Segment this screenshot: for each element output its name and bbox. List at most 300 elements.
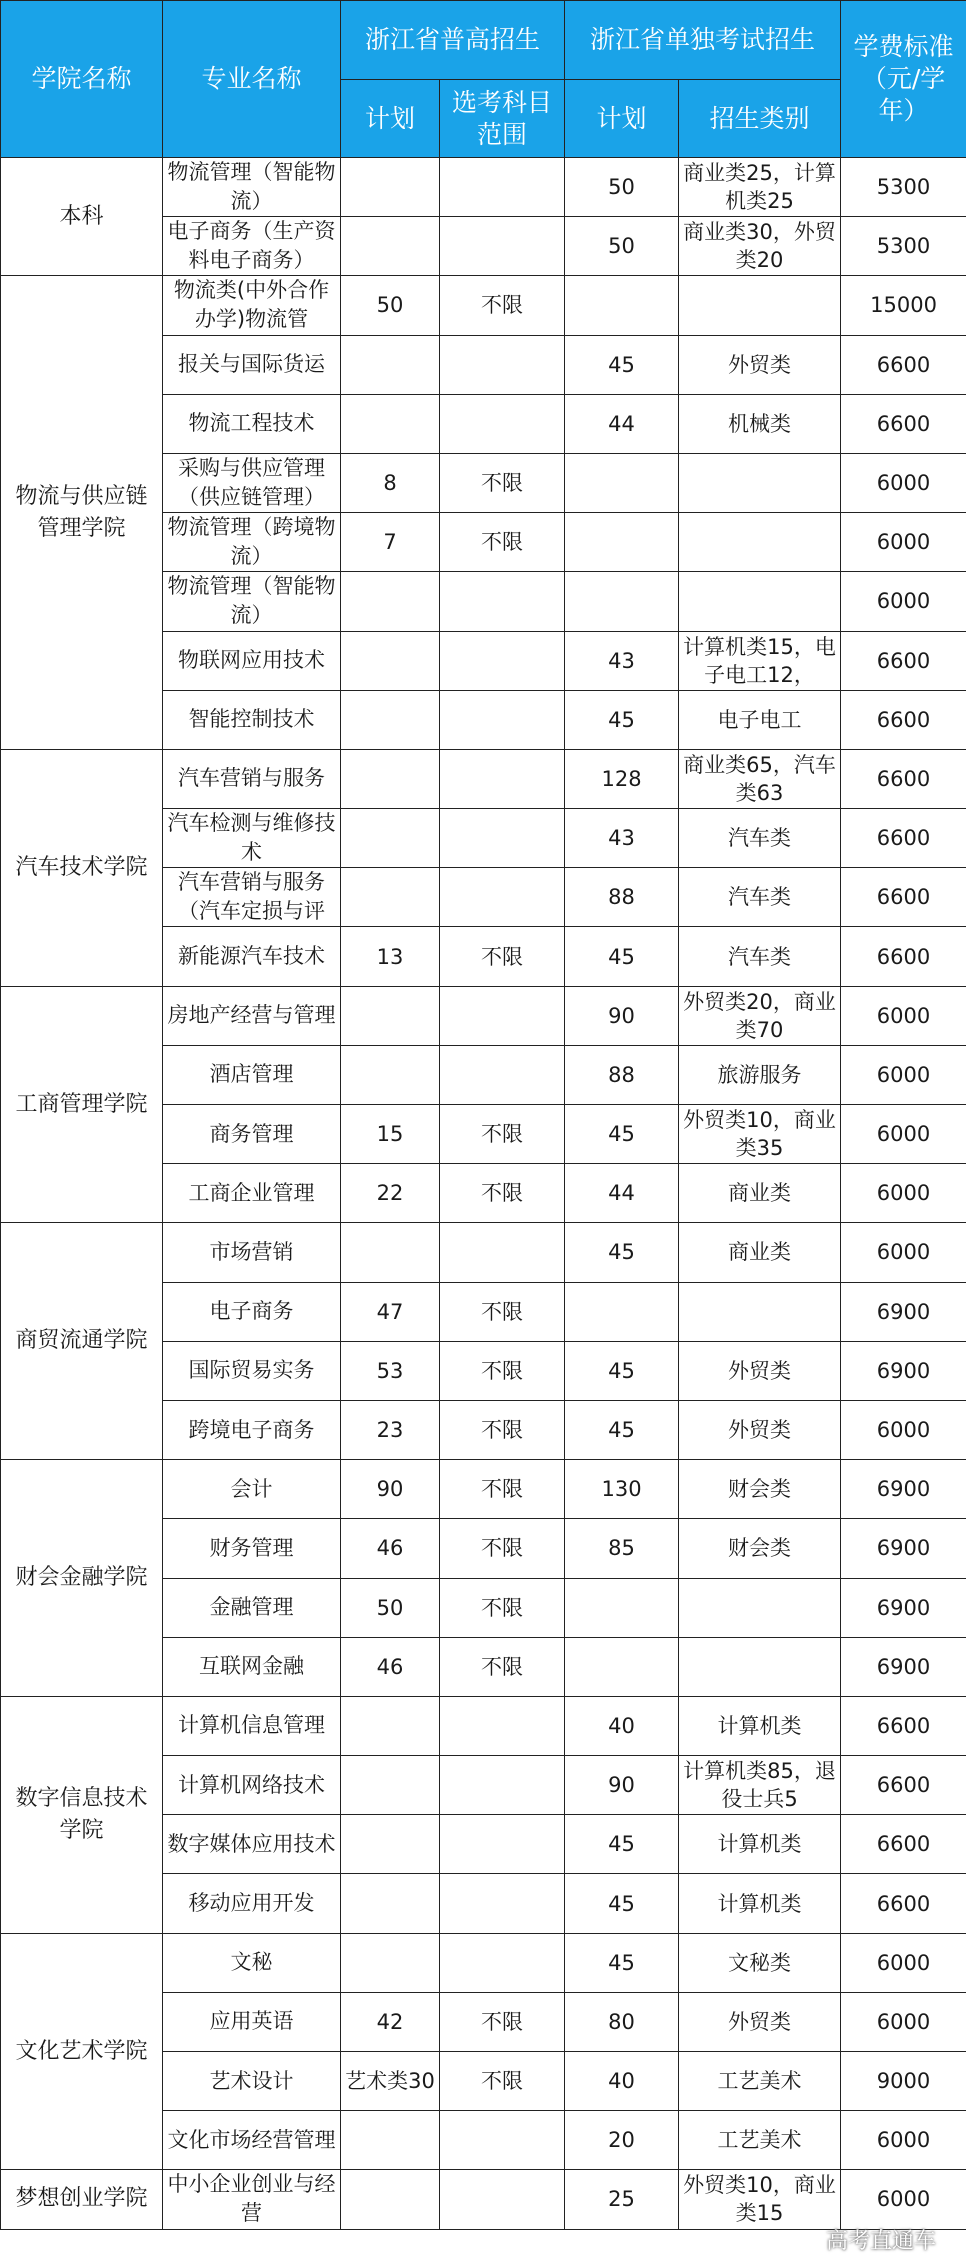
tuition-fee-cell-text: 6600 — [876, 1891, 931, 1916]
separate-plan-cell — [565, 1756, 679, 1815]
separate-plan-cell — [565, 1637, 679, 1696]
general-plan-cell — [341, 335, 440, 394]
separate-plan-cell-text: 45 — [608, 1950, 635, 1975]
general-subjects-cell — [440, 572, 565, 631]
major-name-cell-text: 报关与国际货运 — [178, 352, 325, 377]
general-plan-cell — [341, 1400, 440, 1459]
separate-category-cell — [679, 986, 841, 1045]
separate-category-cell-text: 外贸类 — [728, 1358, 792, 1383]
general-plan-cell — [341, 1282, 440, 1341]
header-general-subjects: 选考科目范围 — [440, 80, 565, 158]
general-plan-cell-text: 7 — [383, 530, 397, 555]
table-row — [1, 276, 966, 335]
separate-category-cell-text: 旅游服务 — [717, 1062, 802, 1087]
general-subjects-cell-text: 不限 — [481, 293, 523, 318]
major-name-cell — [163, 158, 341, 217]
major-name-cell-text: 中小企业创业与经营 — [167, 2172, 336, 2226]
tuition-fee-cell-text: 6000 — [876, 2009, 931, 2034]
major-name-cell-text: 文秘 — [230, 1950, 273, 1975]
general-plan-cell — [341, 453, 440, 512]
general-plan-cell — [341, 1341, 440, 1400]
general-plan-cell — [341, 1519, 440, 1578]
general-plan-cell — [341, 868, 440, 927]
separate-plan-cell-text: 40 — [608, 2069, 635, 2094]
major-name-cell-text: 金融管理 — [209, 1595, 294, 1620]
tuition-fee-cell — [841, 217, 966, 276]
general-plan-cell — [341, 927, 440, 986]
general-subjects-cell — [440, 749, 565, 808]
general-plan-cell — [341, 1756, 440, 1815]
general-plan-cell-text: 15 — [376, 1122, 404, 1147]
tuition-fee-cell-text: 6000 — [876, 530, 931, 555]
tuition-fee-cell-text: 6000 — [876, 1240, 931, 1265]
separate-category-cell-text: 汽车类 — [728, 944, 792, 969]
tuition-fee-cell — [841, 631, 966, 690]
separate-plan-cell — [565, 394, 679, 453]
major-name-cell — [163, 1105, 341, 1164]
separate-plan-cell — [565, 276, 679, 335]
general-plan-cell — [341, 394, 440, 453]
tuition-fee-cell-text: 5300 — [876, 175, 931, 200]
general-subjects-cell — [440, 1578, 565, 1637]
general-plan-cell — [341, 749, 440, 808]
general-subjects-cell-text: 不限 — [481, 1654, 523, 1679]
major-name-cell-text: 新能源汽车技术 — [178, 944, 325, 969]
general-subjects-cell — [440, 1933, 565, 1992]
separate-plan-cell — [565, 1992, 679, 2051]
separate-plan-cell-text: 43 — [608, 648, 635, 673]
major-name-cell — [163, 335, 341, 394]
general-plan-cell-text: 46 — [376, 1654, 404, 1679]
separate-category-cell — [679, 809, 841, 868]
tuition-fee-cell — [841, 572, 966, 631]
major-name-cell — [163, 1519, 341, 1578]
separate-category-cell — [679, 1282, 841, 1341]
tuition-fee-cell — [841, 2052, 966, 2111]
tuition-fee-cell-text: 6000 — [876, 1950, 931, 1975]
tuition-fee-cell-text: 6000 — [876, 1122, 931, 1147]
header-separate-plan: 计划 — [565, 80, 679, 158]
general-subjects-cell-text: 不限 — [481, 2069, 523, 2094]
general-subjects-cell — [440, 1164, 565, 1223]
separate-category-cell-text: 计算机类 — [717, 1891, 802, 1916]
tuition-fee-cell — [841, 1164, 966, 1223]
separate-category-cell-text: 外贸类 — [728, 352, 792, 377]
general-subjects-cell-text: 不限 — [481, 1358, 523, 1383]
separate-plan-cell-text: 45 — [608, 1240, 635, 1265]
major-name-cell-text: 智能控制技术 — [188, 707, 315, 732]
separate-category-cell-text: 工艺美术 — [717, 2069, 802, 2094]
major-name-cell-text: 工商企业管理 — [188, 1180, 315, 1205]
separate-plan-cell — [565, 1874, 679, 1933]
tuition-fee-cell-text: 6000 — [876, 1418, 931, 1443]
major-name-cell — [163, 809, 341, 868]
general-plan-cell — [341, 986, 440, 1045]
table-header — [1, 1, 966, 158]
major-name-cell-text: 电子商务 — [209, 1299, 294, 1324]
general-plan-cell — [341, 1164, 440, 1223]
general-plan-cell-text: 50 — [376, 1595, 404, 1620]
tuition-fee-cell-text: 6900 — [876, 1595, 931, 1620]
general-plan-cell — [341, 1696, 440, 1755]
major-name-cell-text: 采购与供应管理（供应链管理） — [178, 456, 325, 510]
tuition-fee-cell — [841, 335, 966, 394]
general-subjects-cell — [440, 1815, 565, 1874]
general-subjects-cell — [440, 1992, 565, 2051]
tuition-fee-cell-text: 6600 — [876, 766, 931, 791]
major-name-cell — [163, 1696, 341, 1755]
separate-category-cell — [679, 690, 841, 749]
header-tuition-fee: 学费标准（元/学年） — [841, 1, 966, 158]
separate-plan-cell-text: 45 — [608, 1358, 635, 1383]
separate-category-cell-text: 商业类 — [728, 1181, 792, 1206]
separate-category-cell — [679, 335, 841, 394]
tuition-fee-cell-text: 6600 — [876, 1832, 931, 1857]
college-name-cell: 数字信息技术学院 — [1, 1696, 163, 1933]
separate-plan-cell — [565, 690, 679, 749]
table-row — [1, 1933, 966, 1992]
tuition-fee-cell — [841, 809, 966, 868]
college-name-cell: 物流与供应链管理学院 — [1, 276, 163, 750]
general-plan-cell-text: 46 — [376, 1536, 404, 1561]
major-name-cell-text: 计算机网络技术 — [178, 1772, 325, 1797]
separate-plan-cell-text: 88 — [608, 885, 635, 910]
college-name-cell: 商贸流通学院 — [1, 1223, 163, 1460]
tuition-fee-cell-text: 9000 — [876, 2069, 931, 2094]
major-name-cell-text: 跨境电子商务 — [188, 1417, 315, 1442]
general-plan-cell — [341, 690, 440, 749]
general-plan-cell-text: 13 — [376, 944, 404, 969]
tuition-fee-cell-text: 6600 — [876, 944, 931, 969]
general-plan-cell — [341, 1874, 440, 1933]
tuition-fee-cell — [841, 986, 966, 1045]
table-body — [1, 158, 966, 2230]
tuition-fee-cell-text: 6600 — [876, 885, 931, 910]
major-name-cell-text: 艺术设计 — [209, 2068, 294, 2093]
separate-category-cell — [679, 1223, 841, 1282]
tuition-fee-cell — [841, 749, 966, 808]
separate-category-cell-text: 财会类 — [728, 1477, 792, 1502]
tuition-fee-cell — [841, 158, 966, 217]
separate-plan-cell — [565, 335, 679, 394]
separate-plan-cell — [565, 1696, 679, 1755]
tuition-fee-cell — [841, 1815, 966, 1874]
major-name-cell — [163, 927, 341, 986]
separate-plan-cell-text: 44 — [608, 1181, 635, 1206]
general-plan-cell — [341, 631, 440, 690]
general-plan-cell — [341, 1992, 440, 2051]
table-row — [1, 986, 966, 1045]
major-name-cell — [163, 1341, 341, 1400]
separate-plan-cell-text: 128 — [601, 766, 642, 791]
major-name-cell-text: 数字媒体应用技术 — [167, 1831, 336, 1856]
tuition-fee-cell-text: 6900 — [876, 1477, 931, 1502]
separate-category-cell — [679, 572, 841, 631]
general-subjects-cell — [440, 868, 565, 927]
general-plan-cell — [341, 1223, 440, 1282]
general-plan-cell — [341, 217, 440, 276]
major-name-cell — [163, 1815, 341, 1874]
tuition-fee-cell-text: 6000 — [876, 1003, 931, 1028]
major-name-cell-text: 房地产经营与管理 — [167, 1003, 336, 1028]
tuition-fee-cell-text: 6900 — [876, 1358, 931, 1383]
separate-plan-cell-text: 45 — [608, 1122, 635, 1147]
separate-plan-cell-text: 45 — [608, 944, 635, 969]
major-name-cell — [163, 1756, 341, 1815]
general-plan-cell — [341, 1045, 440, 1104]
separate-plan-cell — [565, 986, 679, 1045]
separate-plan-cell-text: 40 — [608, 1713, 635, 1738]
major-name-cell — [163, 2052, 341, 2111]
major-name-cell — [163, 513, 341, 572]
general-plan-cell-text: 艺术类30 — [345, 2069, 435, 2094]
general-subjects-cell-text: 不限 — [481, 2009, 523, 2034]
tuition-fee-cell — [841, 1223, 966, 1282]
tuition-fee-cell — [841, 1696, 966, 1755]
general-subjects-cell — [440, 1400, 565, 1459]
tuition-fee-cell — [841, 1756, 966, 1815]
major-name-cell — [163, 1400, 341, 1459]
general-plan-cell — [341, 2170, 440, 2229]
separate-category-cell — [679, 749, 841, 808]
general-plan-cell — [341, 572, 440, 631]
separate-category-cell — [679, 1992, 841, 2051]
general-subjects-cell — [440, 513, 565, 572]
general-subjects-cell — [440, 1637, 565, 1696]
separate-plan-cell-text: 85 — [608, 1536, 635, 1561]
major-name-cell — [163, 631, 341, 690]
tuition-fee-cell — [841, 1045, 966, 1104]
separate-category-cell — [679, 631, 841, 690]
major-name-cell-text: 应用英语 — [209, 2009, 294, 2034]
general-subjects-cell-text: 不限 — [481, 1477, 523, 1502]
separate-category-cell — [679, 1164, 841, 1223]
header-general-plan: 计划 — [341, 80, 440, 158]
separate-category-cell — [679, 394, 841, 453]
tuition-fee-cell — [841, 1105, 966, 1164]
tuition-fee-cell-text: 6000 — [876, 2128, 931, 2153]
separate-plan-cell — [565, 749, 679, 808]
college-name-cell: 梦想创业学院 — [1, 2170, 163, 2229]
college-name-cell: 财会金融学院 — [1, 1460, 163, 1697]
tuition-fee-cell — [841, 276, 966, 335]
major-name-cell-text: 物流管理（跨境物流） — [167, 515, 336, 569]
tuition-fee-cell-text: 6600 — [876, 648, 931, 673]
tuition-fee-cell — [841, 453, 966, 512]
tuition-fee-cell — [841, 1341, 966, 1400]
general-plan-cell — [341, 1578, 440, 1637]
major-name-cell — [163, 1282, 341, 1341]
separate-plan-cell — [565, 1933, 679, 1992]
separate-category-cell — [679, 1519, 841, 1578]
major-name-cell — [163, 1223, 341, 1282]
separate-plan-cell-text: 45 — [608, 352, 635, 377]
separate-plan-cell-text: 45 — [608, 1418, 635, 1443]
separate-plan-cell — [565, 1400, 679, 1459]
major-name-cell-text: 汽车营销与服务 — [178, 766, 325, 791]
separate-plan-cell — [565, 513, 679, 572]
separate-plan-cell — [565, 868, 679, 927]
separate-category-cell-text: 汽车类 — [728, 826, 792, 851]
tuition-fee-cell-text: 6000 — [876, 1181, 931, 1206]
separate-plan-cell — [565, 1815, 679, 1874]
tuition-fee-cell — [841, 513, 966, 572]
separate-category-cell — [679, 1696, 841, 1755]
general-plan-cell-text: 8 — [383, 471, 397, 496]
major-name-cell — [163, 1460, 341, 1519]
major-name-cell — [163, 394, 341, 453]
general-subjects-cell — [440, 1223, 565, 1282]
general-plan-cell — [341, 2052, 440, 2111]
major-name-cell — [163, 1992, 341, 2051]
separate-category-cell — [679, 1400, 841, 1459]
tuition-fee-cell — [841, 1933, 966, 1992]
general-subjects-cell — [440, 690, 565, 749]
separate-category-cell-text: 商业类65，汽车类63 — [683, 752, 836, 805]
general-subjects-cell-text: 不限 — [481, 530, 523, 555]
general-subjects-cell — [440, 453, 565, 512]
separate-plan-cell — [565, 2052, 679, 2111]
general-plan-cell-text: 42 — [376, 2009, 404, 2034]
tuition-fee-cell — [841, 1874, 966, 1933]
general-subjects-cell — [440, 335, 565, 394]
separate-category-cell — [679, 1933, 841, 1992]
major-name-cell — [163, 276, 341, 335]
tuition-fee-cell — [841, 2170, 966, 2229]
separate-plan-cell-text: 90 — [608, 1003, 635, 1028]
tuition-fee-cell-text: 6600 — [876, 707, 931, 732]
separate-category-cell — [679, 1874, 841, 1933]
major-name-cell-text: 物流类(中外合作办学)物流管 — [173, 278, 330, 332]
separate-plan-cell — [565, 1578, 679, 1637]
tuition-fee-cell-text: 6600 — [876, 411, 931, 436]
separate-category-cell — [679, 1460, 841, 1519]
table-row — [1, 1223, 966, 1282]
separate-plan-cell — [565, 809, 679, 868]
major-name-cell — [163, 2170, 341, 2229]
general-subjects-cell — [440, 927, 565, 986]
tuition-fee-cell — [841, 2111, 966, 2170]
separate-category-cell — [679, 1756, 841, 1815]
tuition-fee-cell-text: 5300 — [876, 234, 931, 259]
tuition-fee-cell — [841, 1992, 966, 2051]
general-subjects-cell-text: 不限 — [481, 471, 523, 496]
general-plan-cell — [341, 1933, 440, 1992]
general-subjects-cell — [440, 1282, 565, 1341]
general-subjects-cell — [440, 2052, 565, 2111]
tuition-fee-cell-text: 6600 — [876, 1773, 931, 1798]
general-subjects-cell — [440, 394, 565, 453]
separate-category-cell — [679, 158, 841, 217]
general-plan-cell-text: 47 — [376, 1299, 404, 1324]
general-subjects-cell — [440, 631, 565, 690]
separate-plan-cell — [565, 158, 679, 217]
general-plan-cell — [341, 513, 440, 572]
separate-category-cell-text: 商业类30，外贸类20 — [683, 220, 836, 273]
general-subjects-cell-text: 不限 — [481, 1536, 523, 1561]
separate-plan-cell-text: 44 — [608, 411, 635, 436]
separate-category-cell-text: 外贸类10，商业类15 — [683, 2173, 836, 2226]
general-plan-cell-text: 90 — [376, 1477, 404, 1502]
major-name-cell-text: 酒店管理 — [209, 1062, 294, 1087]
tuition-fee-cell-text: 6600 — [876, 352, 931, 377]
general-subjects-cell — [440, 809, 565, 868]
header-general-admission: 浙江省普高招生 — [341, 1, 565, 80]
separate-category-cell-text: 机械类 — [728, 411, 792, 436]
separate-plan-cell-text: 45 — [608, 1832, 635, 1857]
separate-category-cell-text: 计算机类85，退役士兵5 — [683, 1759, 836, 1812]
table-row — [1, 749, 966, 808]
separate-category-cell-text: 外贸类 — [728, 1418, 792, 1443]
tuition-fee-cell-text: 15000 — [870, 293, 937, 318]
table-row — [1, 2170, 966, 2229]
separate-category-cell-text: 汽车类 — [728, 885, 792, 910]
major-name-cell — [163, 1164, 341, 1223]
separate-plan-cell — [565, 1282, 679, 1341]
tuition-fee-cell — [841, 690, 966, 749]
major-name-cell-text: 互联网金融 — [199, 1654, 304, 1679]
tuition-fee-cell-text: 6000 — [876, 589, 931, 614]
separate-plan-cell — [565, 453, 679, 512]
separate-plan-cell — [565, 631, 679, 690]
general-plan-cell — [341, 276, 440, 335]
separate-category-cell — [679, 1341, 841, 1400]
tuition-fee-cell — [841, 927, 966, 986]
separate-category-cell-text: 外贸类 — [728, 2009, 792, 2034]
header-major: 专业名称 — [163, 1, 341, 158]
tuition-fee-cell — [841, 394, 966, 453]
separate-plan-cell-text: 45 — [608, 1891, 635, 1916]
college-name-cell: 工商管理学院 — [1, 986, 163, 1223]
separate-category-cell — [679, 2111, 841, 2170]
separate-plan-cell — [565, 927, 679, 986]
separate-plan-cell-text: 80 — [608, 2009, 635, 2034]
major-name-cell — [163, 217, 341, 276]
general-plan-cell — [341, 2111, 440, 2170]
general-plan-cell-text: 22 — [376, 1181, 404, 1206]
separate-category-cell — [679, 453, 841, 512]
tuition-fee-cell — [841, 1578, 966, 1637]
separate-category-cell-text: 外贸类10，商业类35 — [683, 1108, 836, 1161]
separate-plan-cell-text: 50 — [608, 175, 635, 200]
separate-category-cell — [679, 276, 841, 335]
general-subjects-cell-text: 不限 — [481, 1122, 523, 1147]
separate-category-cell-text: 工艺美术 — [717, 2128, 802, 2153]
major-name-cell — [163, 868, 341, 927]
separate-category-cell-text: 外贸类20，商业类70 — [683, 989, 836, 1042]
table-row — [1, 1460, 966, 1519]
major-name-cell-text: 物流管理（智能物流） — [167, 160, 336, 214]
separate-plan-cell-text: 45 — [608, 707, 635, 732]
tuition-fee-cell-text: 6900 — [876, 1654, 931, 1679]
general-subjects-cell — [440, 1105, 565, 1164]
major-name-cell — [163, 749, 341, 808]
college-name-cell: 文化艺术学院 — [1, 1933, 163, 2170]
separate-plan-cell — [565, 1460, 679, 1519]
general-subjects-cell — [440, 1460, 565, 1519]
general-subjects-cell — [440, 276, 565, 335]
separate-category-cell-text: 电子电工 — [717, 707, 802, 732]
separate-plan-cell-text: 20 — [608, 2128, 635, 2153]
major-name-cell-text: 电子商务（生产资料电子商务） — [167, 219, 336, 273]
separate-plan-cell — [565, 1105, 679, 1164]
separate-category-cell — [679, 1815, 841, 1874]
separate-plan-cell — [565, 1164, 679, 1223]
major-name-cell-text: 物流管理（智能物流） — [167, 574, 336, 628]
general-subjects-cell — [440, 2170, 565, 2229]
tuition-fee-cell-text: 6000 — [876, 471, 931, 496]
header-college: 学院名称 — [1, 1, 163, 158]
